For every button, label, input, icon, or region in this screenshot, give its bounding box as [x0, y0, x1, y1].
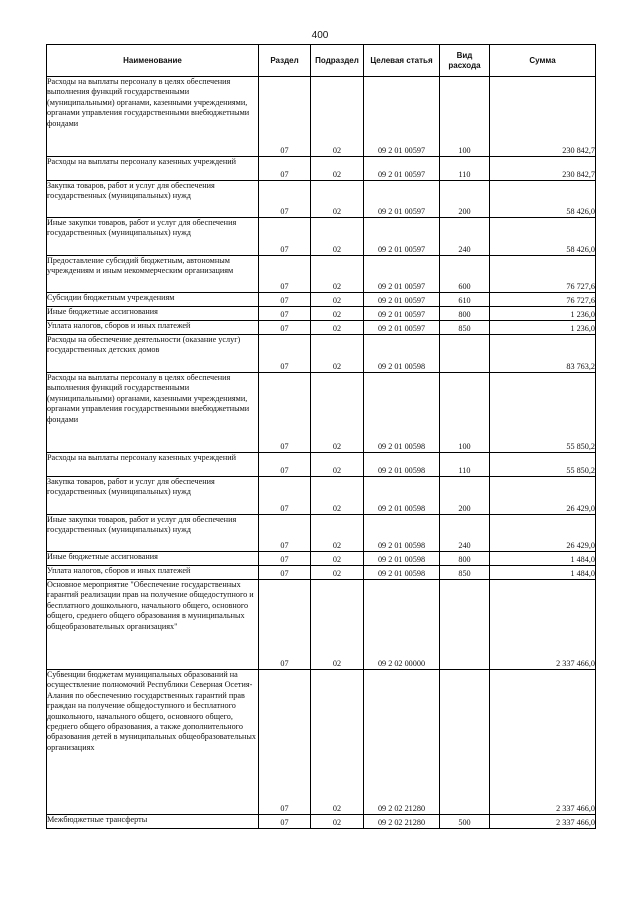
table-row — [47, 670, 596, 815]
row-sum: 230 842,7 — [490, 77, 596, 157]
row-target: 09 2 01 00597 — [364, 157, 440, 181]
row-subsection: 02 — [311, 77, 364, 157]
table-row — [47, 77, 596, 157]
row-name-text: Субсидии бюджетным учреждениям — [47, 293, 175, 302]
row-type: 240 — [440, 515, 490, 552]
row-type: 800 — [440, 307, 490, 321]
row-target: 09 2 02 21280 — [364, 670, 440, 815]
row-subsection: 02 — [311, 335, 364, 373]
table-row — [47, 515, 596, 552]
row-type: 110 — [440, 453, 490, 477]
row-name-text: Субвенции бюджетам муниципальных образований на осуществление полномочий Республики Северная Осетия-Алания по обеспечению государственных гарантий прав граждан на получение общедоступного и бесплатного дошкольного, начального общего, основного общего, среднего общего образования, а также дополнительного образования детей в муниципальных общеобразовательных организациях — [47, 670, 256, 752]
header-target: Целевая статья — [364, 45, 440, 77]
row-name — [47, 670, 259, 815]
row-sum: 76 727,6 — [490, 256, 596, 293]
row-name — [47, 181, 259, 218]
table-row — [47, 293, 596, 307]
header-subsection: Подраздел — [311, 45, 364, 77]
row-subsection: 02 — [311, 321, 364, 335]
table-row — [47, 453, 596, 477]
row-sum: 55 850,2 — [490, 453, 596, 477]
row-type: 100 — [440, 77, 490, 157]
row-name-text: Иные закупки товаров, работ и услуг для обеспечения государственных (муниципальных) нужд — [47, 218, 237, 238]
page-number: 400 — [311, 30, 329, 41]
row-subsection: 02 — [311, 580, 364, 670]
row-section: 07 — [259, 815, 311, 829]
row-sum: 76 727,6 — [490, 293, 596, 307]
row-type: 110 — [440, 157, 490, 181]
row-target: 09 2 01 00597 — [364, 218, 440, 256]
row-name-text: Закупка товаров, работ и услуг для обеспечения государственных (муниципальных) нужд — [47, 181, 215, 201]
table-row — [47, 566, 596, 580]
row-section: 07 — [259, 552, 311, 566]
row-sum: 2 337 466,0 — [490, 580, 596, 670]
row-name-text: Иные закупки товаров, работ и услуг для обеспечения государственных (муниципальных) нужд — [47, 515, 237, 535]
row-subsection: 02 — [311, 670, 364, 815]
row-target: 09 2 01 00597 — [364, 77, 440, 157]
row-target: 09 2 02 00000 — [364, 580, 440, 670]
row-section: 07 — [259, 218, 311, 256]
row-target: 09 2 01 00598 — [364, 373, 440, 453]
header-sum: Сумма — [490, 45, 596, 77]
row-name-text: Уплата налогов, сборов и иных платежей — [47, 321, 191, 330]
row-name — [47, 77, 259, 157]
row-sum: 58 426,0 — [490, 181, 596, 218]
row-type: 100 — [440, 373, 490, 453]
row-target: 09 2 01 00598 — [364, 335, 440, 373]
header-type: Вид расхода — [440, 45, 490, 77]
row-name-text: Расходы на выплаты персоналу в целях обеспечения выполнения функций государственными (муниципальными) органами, казенными учреждениями, органами управления государственными внебюджетными фондами — [47, 373, 250, 424]
table-row — [47, 335, 596, 373]
row-name — [47, 566, 259, 580]
row-target: 09 2 01 00598 — [364, 552, 440, 566]
row-subsection: 02 — [311, 552, 364, 566]
table-row — [47, 256, 596, 293]
row-sum: 1 484,0 — [490, 552, 596, 566]
row-section: 07 — [259, 321, 311, 335]
row-sum: 230 842,7 — [490, 157, 596, 181]
row-type — [440, 580, 490, 670]
row-target: 09 2 01 00598 — [364, 566, 440, 580]
row-type: 200 — [440, 181, 490, 218]
row-subsection: 02 — [311, 515, 364, 552]
row-section: 07 — [259, 181, 311, 218]
row-type: 500 — [440, 815, 490, 829]
row-section: 07 — [259, 453, 311, 477]
row-type — [440, 670, 490, 815]
table-row — [47, 815, 596, 829]
row-name — [47, 453, 259, 477]
row-section: 07 — [259, 670, 311, 815]
row-section: 07 — [259, 515, 311, 552]
row-subsection: 02 — [311, 307, 364, 321]
table-row — [47, 157, 596, 181]
row-name-text: Основное мероприятие "Обеспечение государственных гарантий реализации прав на получение общедоступного и бесплатного дошкольного, начального общего, основного общего, среднего общего образования в муниципальных общеобразовательных организациях" — [47, 580, 254, 631]
row-type: 850 — [440, 566, 490, 580]
row-sum: 2 337 466,0 — [490, 815, 596, 829]
row-name — [47, 293, 259, 307]
row-type: 600 — [440, 256, 490, 293]
row-target: 09 2 01 00598 — [364, 477, 440, 515]
row-name-text: Иные бюджетные ассигнования — [47, 552, 158, 561]
row-name — [47, 256, 259, 293]
row-type: 240 — [440, 218, 490, 256]
table-row — [47, 181, 596, 218]
row-sum: 1 236,0 — [490, 321, 596, 335]
row-name — [47, 321, 259, 335]
row-section: 07 — [259, 580, 311, 670]
table-row — [47, 321, 596, 335]
row-sum: 1 236,0 — [490, 307, 596, 321]
row-target: 09 2 01 00598 — [364, 453, 440, 477]
row-section: 07 — [259, 373, 311, 453]
row-name-text: Межбюджетные трансферты — [47, 815, 148, 824]
row-type: 610 — [440, 293, 490, 307]
row-type: 200 — [440, 477, 490, 515]
row-subsection: 02 — [311, 453, 364, 477]
row-subsection: 02 — [311, 566, 364, 580]
row-subsection: 02 — [311, 157, 364, 181]
row-name — [47, 515, 259, 552]
row-type: 800 — [440, 552, 490, 566]
row-target: 09 2 01 00598 — [364, 515, 440, 552]
row-name — [47, 157, 259, 181]
row-sum: 83 763,2 — [490, 335, 596, 373]
row-subsection: 02 — [311, 218, 364, 256]
table-row — [47, 477, 596, 515]
row-target: 09 2 01 00597 — [364, 307, 440, 321]
row-name-text: Расходы на выплаты персоналу казенных учреждений — [47, 157, 236, 166]
row-type — [440, 335, 490, 373]
row-section: 07 — [259, 293, 311, 307]
row-subsection: 02 — [311, 181, 364, 218]
table-row — [47, 552, 596, 566]
row-section: 07 — [259, 307, 311, 321]
row-subsection: 02 — [311, 477, 364, 515]
row-name-text: Расходы на обеспечение деятельности (оказание услуг) государственных детских домов — [47, 335, 241, 355]
row-name — [47, 335, 259, 373]
row-name-text: Расходы на выплаты персоналу казенных учреждений — [47, 453, 236, 462]
row-subsection: 02 — [311, 256, 364, 293]
row-name — [47, 307, 259, 321]
row-target: 09 2 01 00597 — [364, 321, 440, 335]
row-sum: 55 850,2 — [490, 373, 596, 453]
row-section: 07 — [259, 477, 311, 515]
row-section: 07 — [259, 335, 311, 373]
header-name: Наименование — [47, 45, 259, 77]
row-name-text: Иные бюджетные ассигнования — [47, 307, 158, 316]
row-target: 09 2 02 21280 — [364, 815, 440, 829]
row-sum: 2 337 466,0 — [490, 670, 596, 815]
row-type: 850 — [440, 321, 490, 335]
row-sum: 26 429,0 — [490, 515, 596, 552]
row-section: 07 — [259, 157, 311, 181]
table-header-row — [47, 45, 596, 77]
row-name-text: Предоставление субсидий бюджетным, автономным учреждениям и иным некоммерческим организациям — [47, 256, 234, 276]
table-row — [47, 373, 596, 453]
row-name — [47, 218, 259, 256]
row-name — [47, 477, 259, 515]
row-target: 09 2 01 00597 — [364, 293, 440, 307]
row-name-text: Расходы на выплаты персоналу в целях обеспечения выполнения функций государственными (муниципальными) органами, казенными учреждениями, органами управления государственными внебюджетными фондами — [47, 77, 250, 128]
table-row — [47, 580, 596, 670]
row-sum: 1 484,0 — [490, 566, 596, 580]
table-body — [47, 77, 596, 829]
row-name — [47, 815, 259, 829]
row-section: 07 — [259, 566, 311, 580]
table-row — [47, 218, 596, 256]
row-section: 07 — [259, 77, 311, 157]
row-subsection: 02 — [311, 373, 364, 453]
row-sum: 26 429,0 — [490, 477, 596, 515]
table-row — [47, 307, 596, 321]
row-name — [47, 580, 259, 670]
budget-table — [46, 44, 596, 829]
row-subsection: 02 — [311, 293, 364, 307]
row-target: 09 2 01 00597 — [364, 181, 440, 218]
header-section: Раздел — [259, 45, 311, 77]
row-subsection: 02 — [311, 815, 364, 829]
row-name-text: Уплата налогов, сборов и иных платежей — [47, 566, 191, 575]
row-target: 09 2 01 00597 — [364, 256, 440, 293]
row-name-text: Закупка товаров, работ и услуг для обеспечения государственных (муниципальных) нужд — [47, 477, 215, 497]
row-section: 07 — [259, 256, 311, 293]
row-name — [47, 373, 259, 453]
row-sum: 58 426,0 — [490, 218, 596, 256]
row-name — [47, 552, 259, 566]
